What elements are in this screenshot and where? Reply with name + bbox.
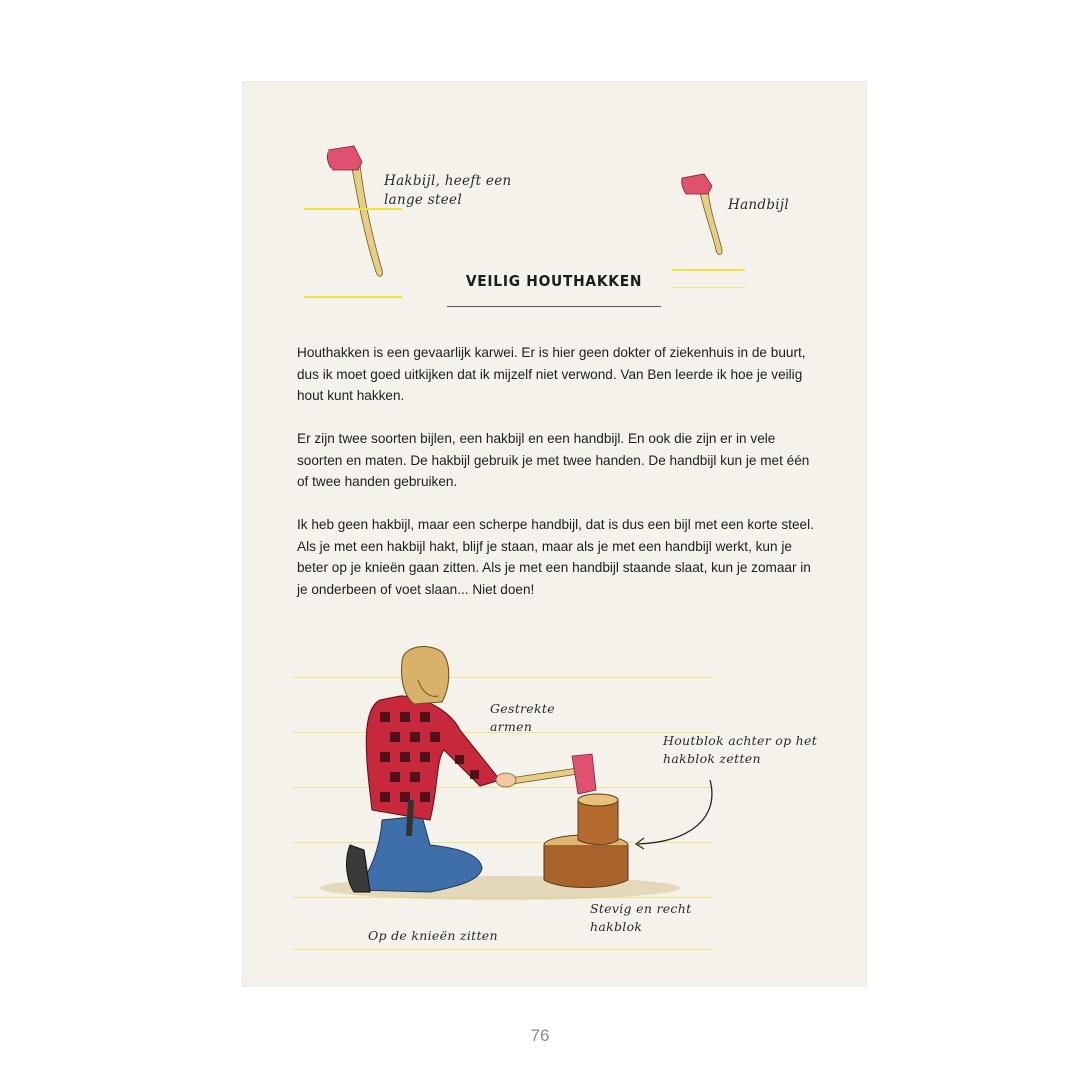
- label-block: Stevig en recht hakblok: [590, 901, 692, 934]
- kneeling-woodcutter-illustration: [310, 640, 690, 910]
- hakbijl-label: Hakbijl, heeft een lange steel: [384, 173, 512, 208]
- handbijl-label: Handbijl: [728, 197, 790, 213]
- handbijl-axe-icon: [676, 170, 736, 265]
- illustration-line-6: [292, 949, 714, 950]
- hakbijl-axe-icon: [318, 140, 398, 285]
- handbijl-underline-thin: [672, 287, 745, 288]
- handbijl-underline: [672, 269, 745, 271]
- page-number: 76: [530, 1026, 550, 1045]
- title-underline: [447, 306, 661, 307]
- paragraph-2: Er zijn twee soorten bijlen, een hakbijl en een handbijl. En ook die zijn er in vele soorten en maten. De hakbijl gebruik je met twee handen. De handbijl kun je met één of twee handen gebruiken.: [297, 431, 810, 489]
- paragraph-3: Ik heb geen hakbijl, maar een scherpe handbijl, dat is dus een bijl met een korte steel. Als je met een hakbijl hakt, blijf je staan, maar als je met een handbijl werkt, kun je beter op je knieën gaan zitten. Als je met een handbijl staande slaat, kun je zomaar in je onderbeen of voet slaan... Niet doen!: [297, 517, 814, 597]
- paragraph-1: Houthakken is een gevaarlijk karwei. Er is hier geen dokter of ziekenhuis in de buurt, dus ik moet goed uitkijken dat ik mijzelf niet verwond. Van Ben leerde ik hoe je veilig hout kunt hakken.: [297, 345, 806, 403]
- body-text: [297, 342, 819, 622]
- label-arms: Gestrekte armen: [490, 701, 555, 734]
- label-knees: Op de knieën zitten: [368, 928, 498, 943]
- label-log: Houtblok achter op het hakblok zetten: [663, 733, 818, 766]
- section-title: VEILIG HOUTHAKKEN: [465, 272, 643, 290]
- log-annotation-arrow-icon: [630, 778, 720, 850]
- hakbijl-base-underline: [304, 296, 402, 298]
